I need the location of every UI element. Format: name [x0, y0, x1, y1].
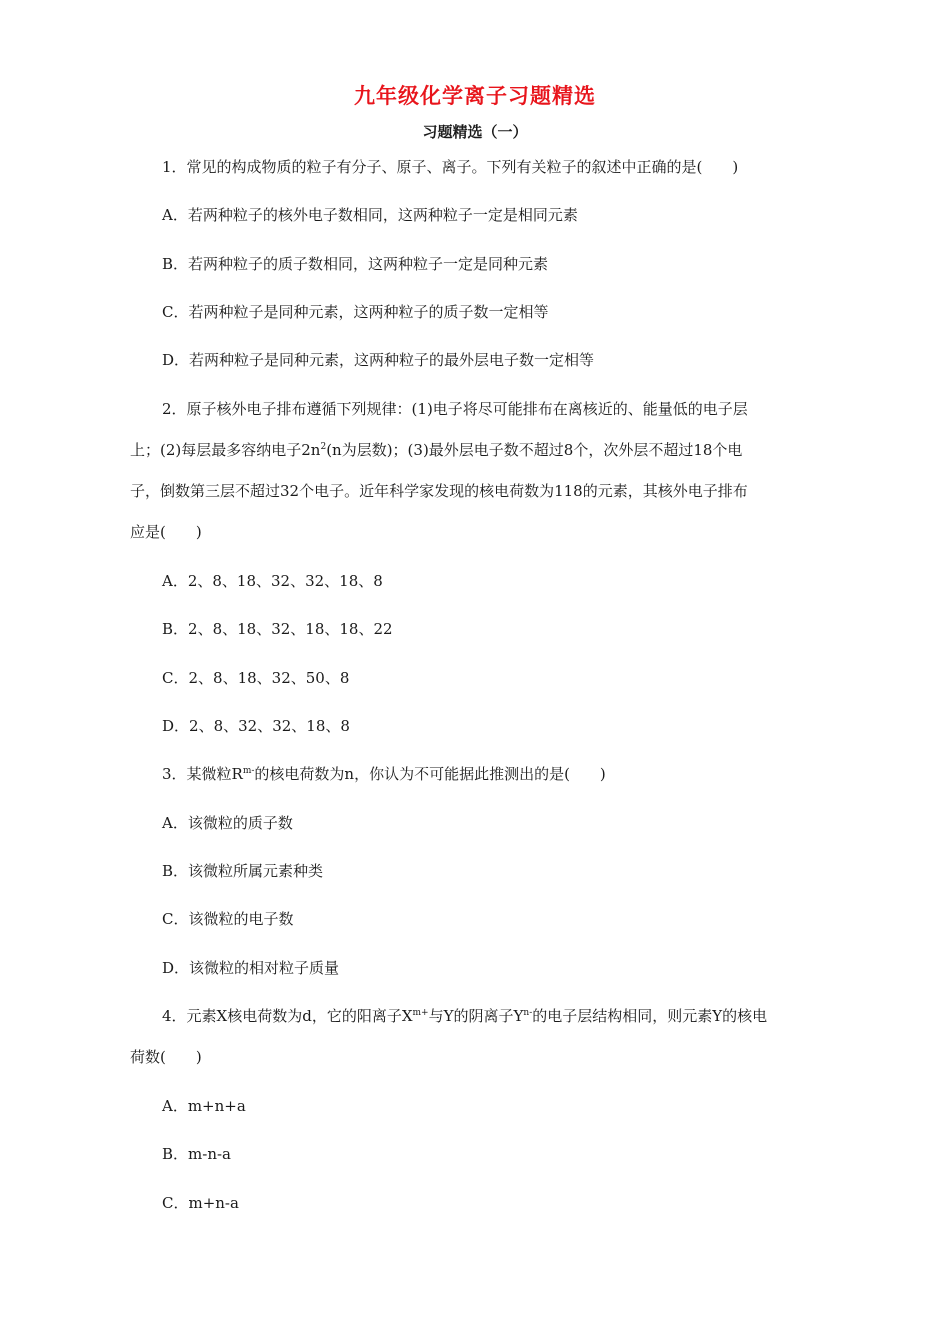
question-4-line-1-a: 4．元素X核电荷数为d，它的阳离子X [162, 1007, 413, 1025]
question-2-line-3: 子，倒数第三层不超过32个电子。近年科学家发现的核电荷数为118的元素，其核外电子排布 [130, 482, 748, 500]
question-2-option-c: C．2、8、18、32、50、8 [162, 669, 350, 687]
question-4-line-1-c: 的电子层结构相同，则元素Y的核电 [532, 1007, 768, 1025]
section-subtitle: 习题精选（一） [422, 123, 528, 141]
question-1-option-c: C．若两种粒子是同种元素，这两种粒子的质子数一定相等 [162, 303, 549, 321]
question-4-option-b: B．m-n-a [162, 1145, 231, 1163]
question-2-option-b: B．2、8、18、32、18、18、22 [162, 620, 393, 638]
question-2-line-1: 2．原子核外电子排布遵循下列规律：(1)电子将尽可能排布在离核近的、能量低的电子层 [162, 400, 748, 418]
question-3-option-d: D．该微粒的相对粒子质量 [162, 959, 340, 977]
question-4-option-c: C．m+n-a [162, 1194, 239, 1212]
question-4-line-2: 荷数( ) [130, 1048, 202, 1066]
question-3-stem-b: 的核电荷数为n，你认为不可能据此推测出的是( ) [254, 765, 606, 783]
question-4-line-1 [162, 1006, 862, 1026]
question-3-stem [162, 764, 862, 784]
question-2-option-d: D．2、8、32、32、18、8 [162, 717, 350, 735]
question-2-line-2 [130, 440, 830, 460]
question-3-stem-a: 3．某微粒R [162, 765, 243, 783]
question-2-option-a: A．2、8、18、32、32、18、8 [162, 572, 383, 590]
question-3-option-b: B．该微粒所属元素种类 [162, 862, 324, 880]
question-2-line-2-b: (n为层数)；(3)最外层电子数不超过8个，次外层不超过18个电 [326, 441, 743, 459]
question-4-cation-charge: m+ [412, 1008, 429, 1018]
question-2-exponent: 2 [320, 442, 327, 452]
question-2-line-4: 应是( ) [130, 523, 202, 541]
question-4-anion-charge: n- [523, 1008, 533, 1018]
question-1-option-a: A．若两种粒子的核外电子数相同，这两种粒子一定是相同元素 [162, 206, 578, 224]
question-3-option-c: C．该微粒的电子数 [162, 910, 294, 928]
question-1-option-d: D．若两种粒子是同种元素，这两种粒子的最外层电子数一定相等 [162, 351, 595, 369]
question-4-option-a: A．m+n+a [162, 1097, 246, 1115]
question-1-stem: 1．常见的构成物质的粒子有分子、原子、离子。下列有关粒子的叙述中正确的是( ) [162, 158, 739, 176]
question-3-option-a: A．该微粒的质子数 [162, 814, 293, 832]
question-3-charge: m- [242, 766, 255, 776]
question-4-line-1-b: 与Y的阴离子Y [428, 1007, 524, 1025]
page-title: 九年级化学离子习题精选 [354, 84, 596, 108]
question-2-line-2-a: 上；(2)每层最多容纳电子2n [130, 441, 321, 459]
question-1-option-b: B．若两种粒子的质子数相同，这两种粒子一定是同种元素 [162, 255, 549, 273]
